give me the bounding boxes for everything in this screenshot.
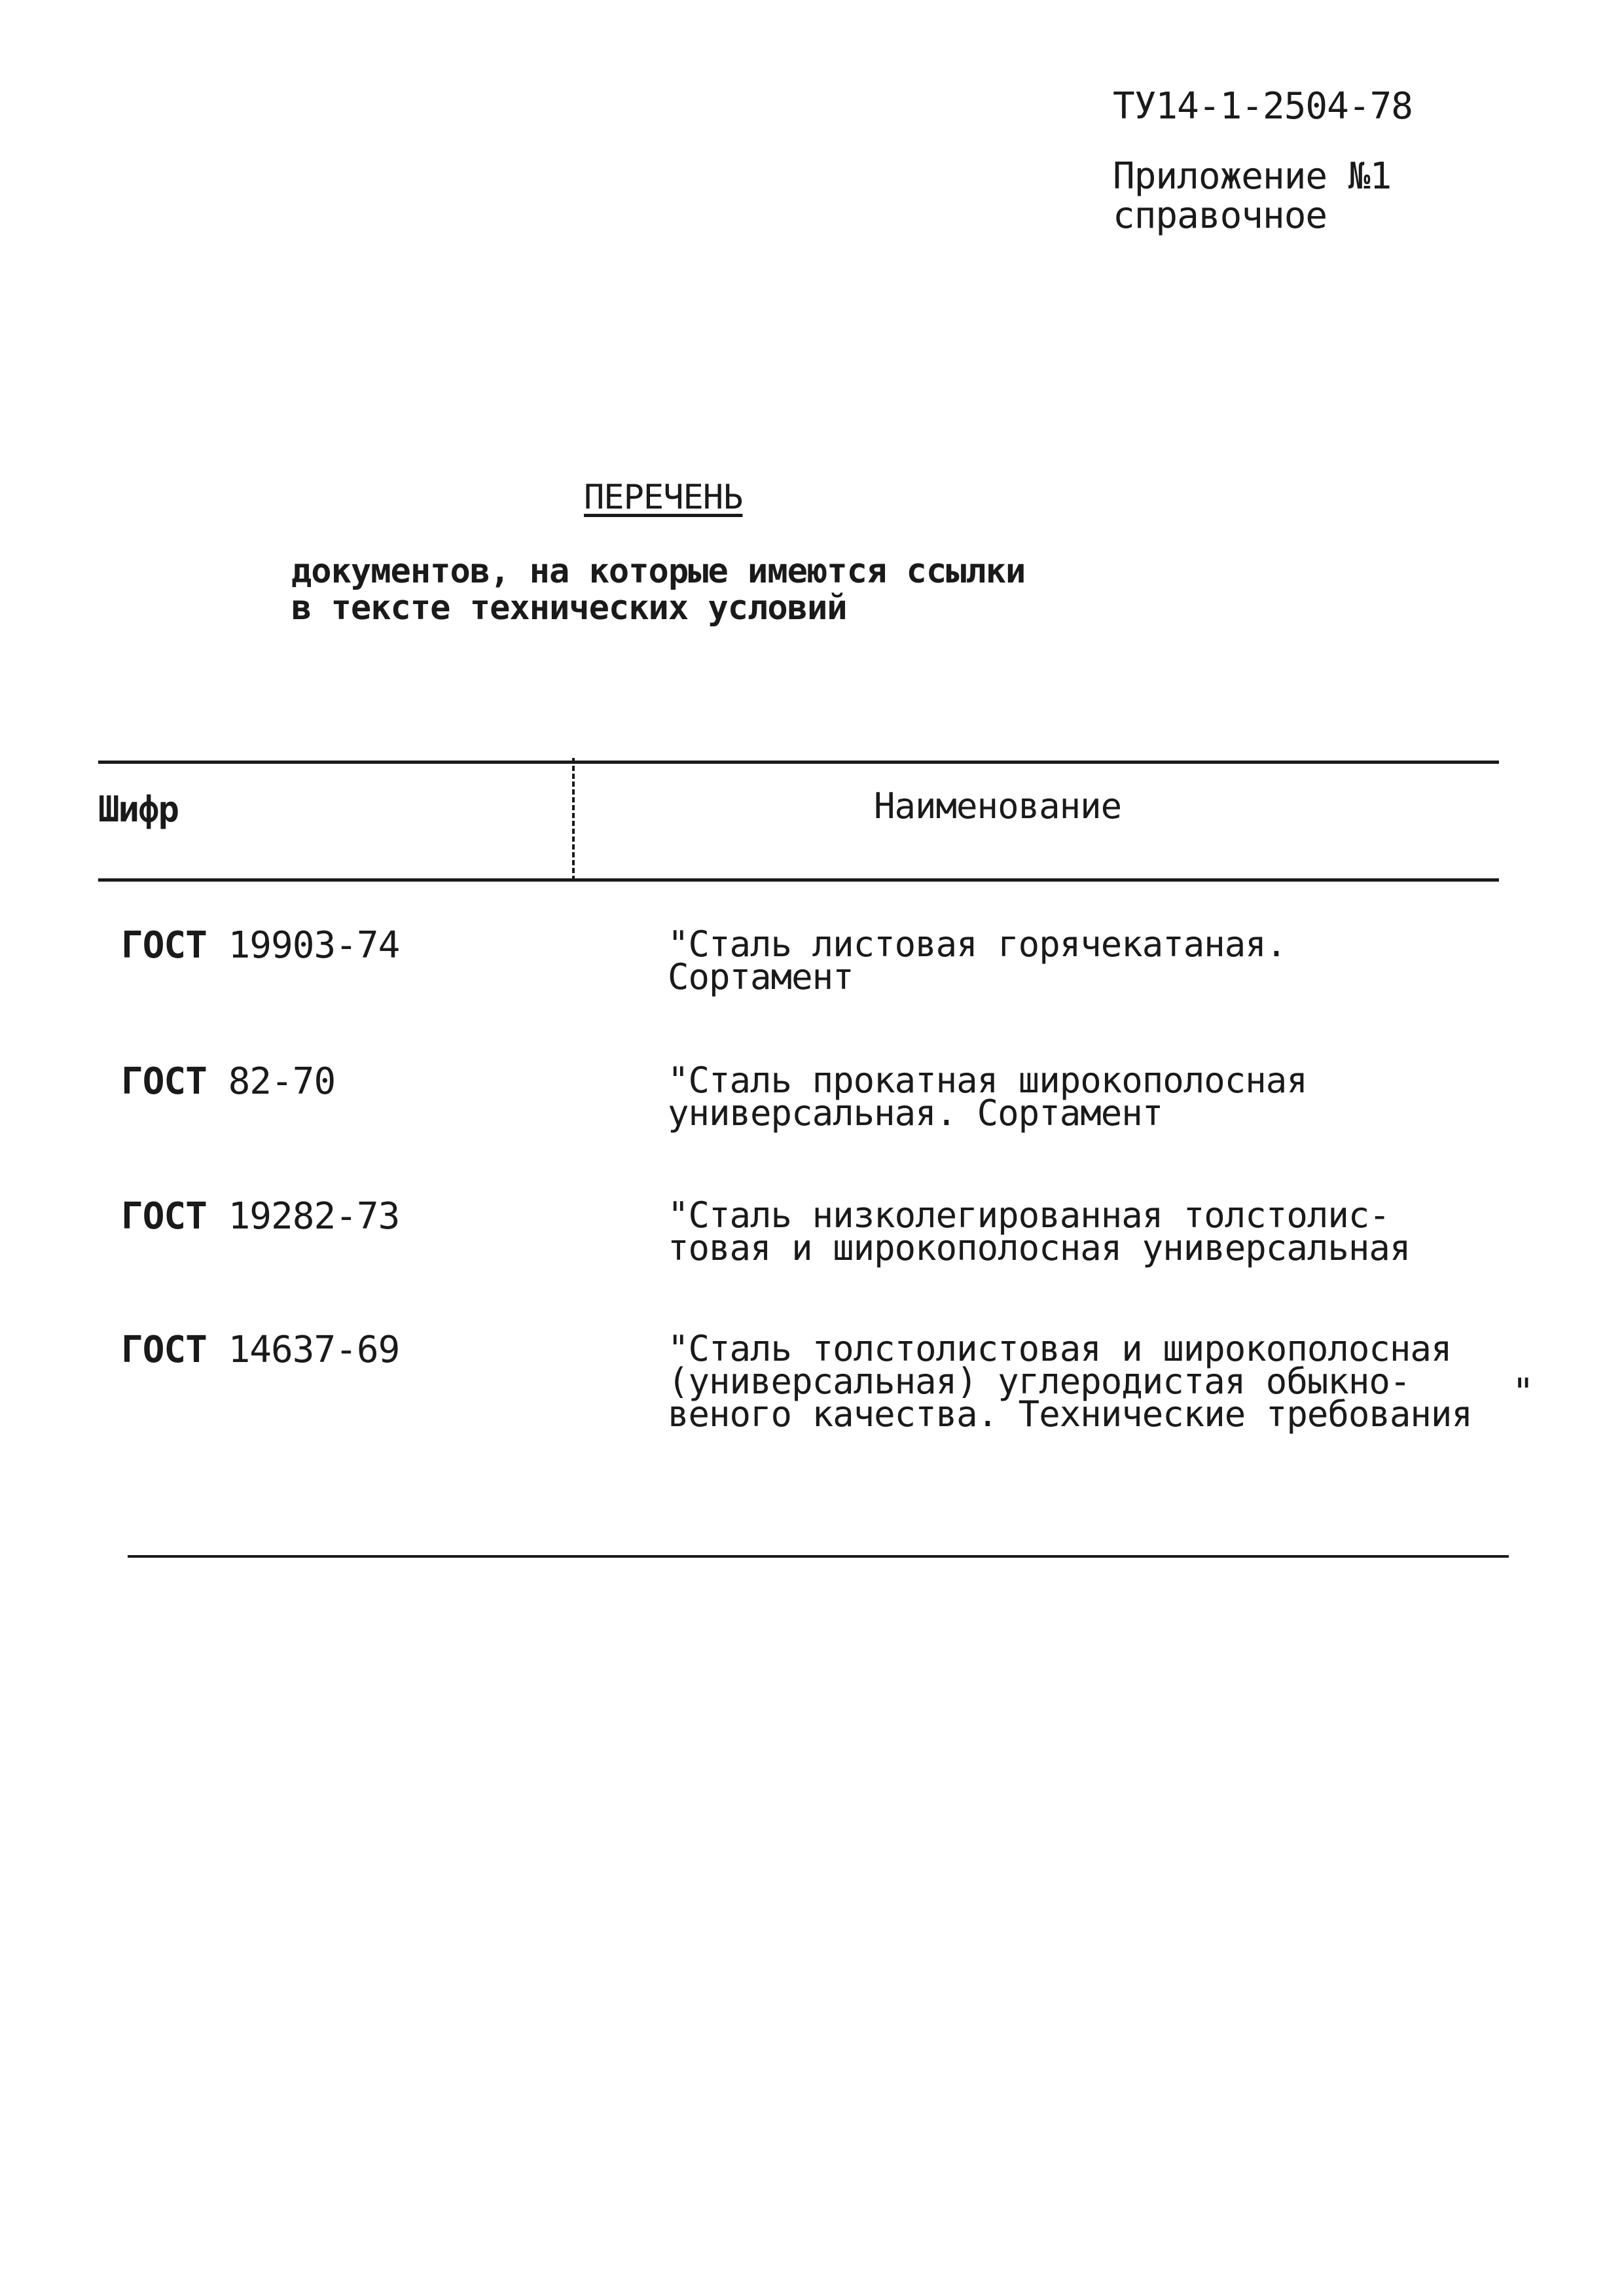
- row-name-line: "Сталь низколегированная толстолис-: [668, 1194, 1390, 1236]
- header-column-separator: [572, 758, 575, 881]
- appendix-number: Приложение №1: [1113, 155, 1392, 198]
- row-code: [121, 1060, 335, 1103]
- standard-number: 82-70: [228, 1060, 336, 1103]
- appendix-type: справочное: [1113, 194, 1327, 237]
- document-code: ТУ14-1-2504-78: [1113, 85, 1413, 128]
- table-top-rule: [98, 761, 1499, 764]
- row-name-line: веного качества. Технические требования: [668, 1393, 1472, 1435]
- standard-number: 19903-74: [228, 924, 400, 967]
- row-name-line: товая и широкополосная универсальная: [668, 1227, 1411, 1268]
- list-subtitle: [291, 553, 1025, 626]
- standard-number: 14637-69: [228, 1329, 400, 1371]
- standard-prefix: ГОСТ: [121, 1060, 207, 1103]
- appendix-label: [1113, 157, 1391, 236]
- row-name-line: "Сталь прокатная широкополосная: [668, 1060, 1307, 1101]
- row-code: [121, 924, 399, 967]
- row-name-line: (универсальная) углеродистая обыкно-: [668, 1361, 1411, 1402]
- list-subtitle-line-2: в тексте технических условий: [291, 588, 847, 628]
- row-code: [121, 1329, 399, 1371]
- row-name: [668, 1328, 1472, 1435]
- row-name-line: универсальная. Сортамент: [668, 1092, 1163, 1134]
- row-name-line: "Сталь толстолистовая и широкополосная: [668, 1328, 1452, 1369]
- column-header-code: Шифр: [98, 789, 179, 830]
- list-subtitle-line-1: документов, на которые имеются ссылки: [291, 552, 1026, 591]
- row-name: [668, 924, 1287, 997]
- standard-prefix: ГОСТ: [121, 1329, 207, 1371]
- row-name: [668, 1060, 1307, 1134]
- row-name-line: Сортамент: [668, 956, 854, 997]
- closing-quote-mark: ": [1512, 1371, 1534, 1414]
- row-name-line: "Сталь листовая горячекатаная.: [668, 924, 1287, 965]
- column-header-name: Наименование: [874, 785, 1122, 827]
- list-title: ПЕРЕЧЕНЬ: [584, 478, 743, 517]
- table-bottom-rule: [128, 1555, 1509, 1558]
- row-code: [121, 1195, 399, 1238]
- standard-prefix: ГОСТ: [121, 924, 207, 967]
- standard-prefix: ГОСТ: [121, 1195, 207, 1238]
- table-header-rule: [98, 878, 1499, 882]
- standard-number: 19282-73: [228, 1195, 400, 1238]
- row-name: [668, 1194, 1411, 1268]
